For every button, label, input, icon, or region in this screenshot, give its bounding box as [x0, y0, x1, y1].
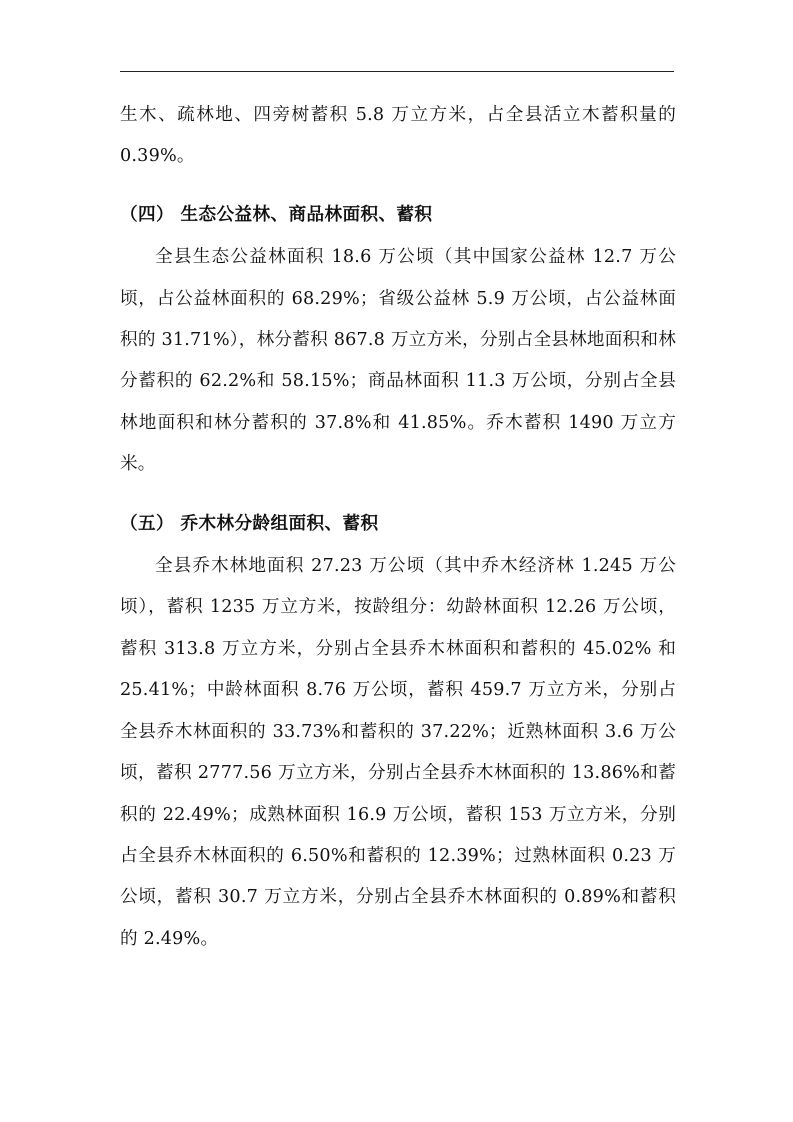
paragraph-ecological-forest: 全县生态公益林面积 18.6 万公顷（其中国家公益林 12.7 万公顷，占公益林面积的 68.29%；省级公益林 5.9 万公顷，占公益林面积的 31.71%），林分蓄积 867.8 万立方米，分别占全县林地面积和林分蓄积的 62.2%和 58.15%；商品林面积 11.3 万公顷，分别占全县林地面积和林分蓄积的 37.8%和 41.85%。乔木蓄积 1490 万立方米。	[120, 247, 676, 475]
header-rule	[120, 71, 674, 72]
section-heading-4: （四） 生态公益林、商品林面积、蓄积	[120, 204, 433, 225]
paragraph-continuation: 生木、疏林地、四旁树蓄积 5.8 万立方米，占全县活立木蓄积量的 0.39%。	[120, 105, 676, 167]
document-body	[120, 95, 676, 960]
paragraph-arbor-age-groups: 全县乔木林地面积 27.23 万公顷（其中乔木经济林 1.245 万公顷），蓄积 1235 万立方米，按龄组分：幼龄林面积 12.26 万公顷，蓄积 313.8 万立方米，分别占全县乔木林面积和蓄积的 45.02% 和 25.41%；中龄林面积 8.76 万公顷，蓄积 459.7 万立方米，分别占全县乔木林面积的 33.73%和蓄积的 37.22%；近熟林面积 3.6 万公顷，蓄积 2777.56 万立方米，分别占全县乔木林面积的 13.86%和蓄积的 22.49%；成熟林面积 16.9 万公顷，蓄积 153 万立方米，分别占全县乔木林面积的 6.50%和蓄积的 12.39%；过熟林面积 0.23 万公顷，蓄积 30.7 万立方米，分别占全县乔木林面积的 0.89%和蓄积的 2.49%。	[120, 556, 676, 949]
section-heading-5: （五） 乔木林分龄组面积、蓄积	[120, 513, 379, 534]
